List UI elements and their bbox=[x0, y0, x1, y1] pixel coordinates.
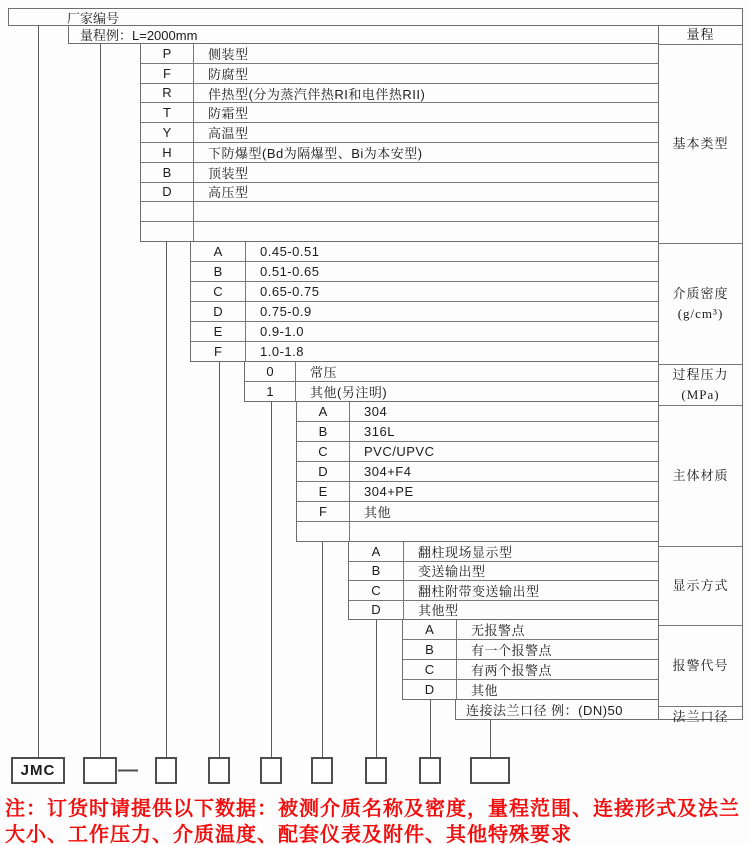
desc-cell: 304+F4 bbox=[364, 464, 412, 479]
range-example-text: 量程例：L=2000mm bbox=[80, 28, 198, 43]
code-cell: E bbox=[191, 322, 246, 341]
code-cell: A bbox=[349, 542, 404, 561]
desc-cell: 连接法兰口径 例：(DN)50 bbox=[466, 703, 624, 718]
block-display-mode bbox=[348, 542, 658, 620]
table-row bbox=[191, 321, 658, 341]
table-row bbox=[245, 381, 658, 401]
code-cell: D bbox=[141, 183, 194, 202]
code-cell: A bbox=[297, 402, 350, 421]
label-range: 量程 bbox=[659, 26, 742, 45]
order-note-line-2: 大小、工作压力、介质温度、配套仪表及附件、其他特殊要求 bbox=[5, 824, 572, 845]
block-alarm-code bbox=[402, 620, 658, 700]
table-row bbox=[403, 659, 658, 679]
code-cell: T bbox=[141, 103, 194, 122]
model-box-alarm bbox=[419, 757, 441, 784]
label-medium-density: 介质密度 (g/cm³) bbox=[659, 244, 742, 365]
code-cell: A bbox=[191, 242, 246, 261]
desc-cell: 防腐型 bbox=[208, 66, 249, 82]
table-row bbox=[297, 421, 658, 441]
table-row bbox=[297, 481, 658, 501]
table-row bbox=[349, 600, 658, 620]
table-row bbox=[141, 142, 658, 162]
desc-cell: 变送输出型 bbox=[418, 564, 486, 580]
connector-line-range bbox=[100, 44, 101, 758]
label-body-material: 主体材质 bbox=[659, 406, 742, 547]
label-display-mode: 显示方式 bbox=[659, 547, 742, 626]
desc-cell: 其他(另注明) bbox=[310, 385, 388, 400]
code-cell: F bbox=[191, 342, 246, 361]
table-row bbox=[349, 580, 658, 600]
code-cell bbox=[297, 522, 350, 541]
block-flange-size bbox=[455, 700, 658, 720]
desc-cell bbox=[194, 202, 658, 221]
factory-code-box bbox=[8, 8, 743, 26]
code-cell: C bbox=[349, 581, 404, 600]
desc-cell: 304 bbox=[364, 404, 388, 419]
connector-line-pressure bbox=[271, 402, 272, 758]
connector-line-flange bbox=[490, 720, 491, 758]
table-row bbox=[141, 102, 658, 122]
desc-cell: 高压型 bbox=[208, 185, 249, 201]
desc-cell bbox=[194, 222, 658, 241]
table-row bbox=[141, 44, 658, 63]
desc-cell: 304+PE bbox=[364, 484, 414, 499]
table-row bbox=[191, 341, 658, 361]
table-row bbox=[349, 542, 658, 561]
model-box-flange bbox=[470, 757, 510, 784]
code-cell: Y bbox=[141, 123, 194, 142]
desc-cell: 0.9-1.0 bbox=[260, 324, 304, 339]
code-cell: D bbox=[191, 302, 246, 321]
code-cell: B bbox=[141, 163, 194, 182]
desc-cell: 侧装型 bbox=[208, 46, 249, 62]
label-flange-size: 法兰口径 bbox=[672, 708, 729, 724]
model-box-display bbox=[365, 757, 387, 784]
table-row-empty bbox=[141, 201, 658, 221]
code-cell bbox=[141, 222, 194, 241]
code-cell: 1 bbox=[245, 382, 296, 401]
label-alarm-code: 报警代号 bbox=[659, 626, 742, 707]
code-cell: H bbox=[141, 143, 194, 162]
table-row bbox=[141, 83, 658, 103]
order-note-line-1: 注：订货时请提供以下数据：被测介质名称及密度，量程范围、连接形式及法兰 bbox=[5, 798, 740, 820]
table-row bbox=[297, 461, 658, 481]
model-box-density bbox=[208, 757, 230, 784]
connector-line-basic-type bbox=[166, 242, 167, 758]
block-basic-type bbox=[140, 44, 658, 242]
table-row bbox=[456, 700, 658, 719]
desc-cell: 0.45-0.51 bbox=[260, 244, 320, 259]
desc-cell: 高温型 bbox=[208, 126, 249, 142]
block-process-pressure bbox=[244, 362, 658, 402]
table-row bbox=[297, 441, 658, 461]
table-row bbox=[403, 639, 658, 659]
connector-line-factory bbox=[38, 26, 39, 758]
code-cell: E bbox=[297, 482, 350, 501]
code-cell: A bbox=[403, 620, 457, 639]
desc-cell: 无报警点 bbox=[471, 623, 526, 638]
table-row bbox=[141, 182, 658, 202]
code-cell: B bbox=[297, 422, 350, 441]
desc-cell: 1.0-1.8 bbox=[260, 344, 304, 359]
block-medium-density bbox=[190, 242, 658, 362]
desc-cell: 翻柱附带变送输出型 bbox=[418, 583, 540, 599]
model-dash: — bbox=[118, 759, 138, 781]
desc-cell: 常压 bbox=[310, 365, 338, 380]
model-box-basic-type bbox=[155, 757, 177, 784]
code-cell: C bbox=[403, 660, 457, 679]
code-cell: B bbox=[191, 262, 246, 281]
table-row bbox=[403, 679, 658, 699]
code-cell: C bbox=[191, 282, 246, 301]
table-row bbox=[191, 261, 658, 281]
desc-cell: 其他 bbox=[364, 505, 392, 520]
factory-code-label: 厂家编号 bbox=[67, 10, 120, 26]
code-cell: C bbox=[297, 442, 350, 461]
block-body-material bbox=[296, 402, 658, 542]
desc-cell: PVC/UPVC bbox=[364, 444, 435, 459]
table-row-empty bbox=[297, 521, 658, 541]
desc-cell: 顶装型 bbox=[208, 165, 249, 181]
code-cell: 0 bbox=[245, 362, 296, 381]
code-cell: F bbox=[297, 502, 350, 521]
table-row bbox=[297, 402, 658, 421]
range-example-row bbox=[68, 26, 658, 44]
desc-cell: 翻柱现场显示型 bbox=[418, 544, 513, 560]
desc-cell: 有一个报警点 bbox=[471, 643, 553, 658]
table-row bbox=[141, 162, 658, 182]
table-row bbox=[141, 122, 658, 142]
connector-line-density bbox=[219, 362, 220, 758]
label-process-pressure: 过程压力 (MPa) bbox=[659, 365, 742, 406]
desc-cell: 有两个报警点 bbox=[471, 663, 553, 678]
desc-cell: 0.75-0.9 bbox=[260, 304, 312, 319]
desc-cell: 其他型 bbox=[418, 603, 459, 619]
model-box-pressure bbox=[260, 757, 282, 784]
table-row bbox=[141, 63, 658, 83]
code-cell: D bbox=[349, 601, 404, 620]
desc-cell: 防霜型 bbox=[208, 106, 249, 122]
connector-line-alarm bbox=[430, 700, 431, 758]
code-cell bbox=[141, 202, 194, 221]
model-box-material bbox=[311, 757, 333, 784]
code-cell: B bbox=[403, 640, 457, 659]
table-row-empty bbox=[141, 221, 658, 241]
table-row bbox=[191, 301, 658, 321]
table-row bbox=[403, 620, 658, 639]
code-cell: D bbox=[297, 462, 350, 481]
table-row bbox=[191, 242, 658, 261]
connector-line-material bbox=[322, 542, 323, 758]
label-basic-type: 基本类型 bbox=[659, 45, 742, 244]
category-label-column bbox=[658, 26, 743, 724]
desc-cell: 其他 bbox=[471, 683, 499, 698]
table-row bbox=[297, 501, 658, 521]
desc-cell: 下防爆型(Bd为隔爆型、Bi为本安型) bbox=[208, 145, 423, 161]
code-cell: B bbox=[349, 562, 404, 581]
model-box-range bbox=[83, 757, 117, 784]
table-row bbox=[191, 281, 658, 301]
desc-cell bbox=[350, 522, 658, 541]
code-cell: D bbox=[403, 680, 457, 699]
code-cell: R bbox=[141, 84, 194, 103]
code-cell: P bbox=[141, 44, 194, 63]
table-row bbox=[349, 561, 658, 581]
desc-cell: 316L bbox=[364, 424, 395, 439]
connector-line-display bbox=[376, 620, 377, 758]
desc-cell: 0.51-0.65 bbox=[260, 264, 320, 279]
model-prefix-text: JMC bbox=[20, 762, 56, 779]
table-row bbox=[245, 362, 658, 381]
model-prefix-box bbox=[11, 757, 65, 784]
desc-cell: 0.65-0.75 bbox=[260, 284, 320, 299]
code-cell: F bbox=[141, 64, 194, 83]
desc-cell: 伴热型(分为蒸汽伴热RI和电伴热RII) bbox=[208, 86, 426, 102]
